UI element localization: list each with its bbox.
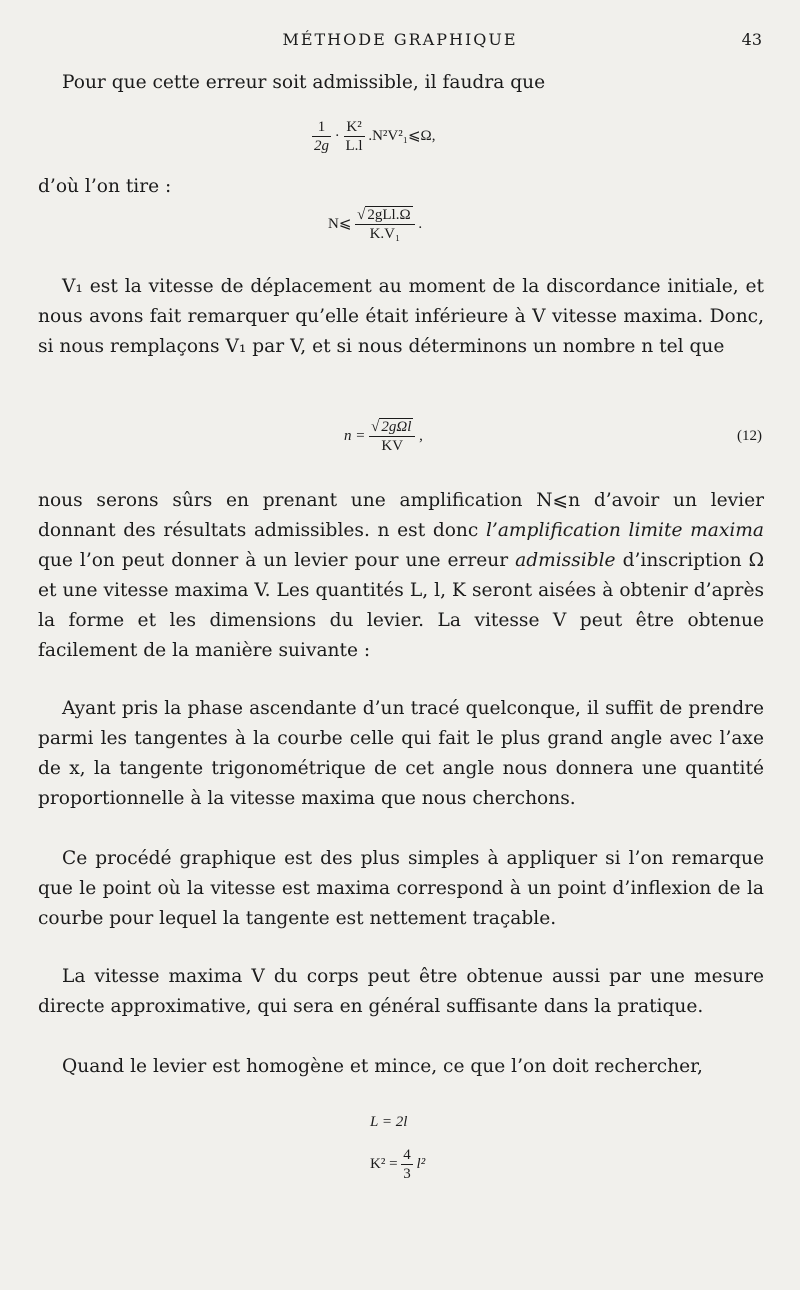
equation-5: K² = $\frac{4}{3}$ l² — [370, 1147, 426, 1182]
eq1-coef-fraction: $\frac{1}{2g}$ — [314, 119, 329, 154]
paragraph-4: nous serons sûrs en prenant une amplification N⩽n d’avoir un levier donnant des résultats admissibles. n est donc l’amplification limite maxima que l’on peut donner à un levier pour une erreur admissible d’inscription Ω et une vitesse maxima V. Les quantités L, l, K seront aisées à obtenir d’après la forme et les dimensions du levier. La vitesse V peut être obtenue facilement de la manière suivante : — [38, 490, 764, 661]
paragraph-2: d’où l’on tire : — [38, 176, 172, 197]
page-number: 43 — [741, 30, 762, 49]
equation-4: L = 2l — [370, 1114, 408, 1130]
running-head — [0, 30, 800, 54]
paragraph-7: La vitesse maxima V du corps peut être obtenue aussi par une mesure directe approximative, qui sera en général suffisante dans la pratique. — [38, 966, 764, 1017]
paragraph-3: V₁ est la vitesse de déplacement au moment de la discordance initiale, et nous avons fait remarquer qu’elle était inférieure à V vitesse maxima. Donc, si nous remplaçons V₁ par V, et si nous déterminons un nombre n tel que — [38, 276, 764, 357]
sqrt-icon: √ 2gΩl — [371, 419, 412, 435]
eq3-lhs: n = — [344, 427, 366, 444]
eq2-fraction: $\frac{\text{√ 2gLl.Ω}}{\text{K.V₁}}$ — [355, 206, 414, 243]
paragraph-5: Ayant pris la phase ascendante d’un tracé quelconque, il suffit de prendre parmi les tangentes à la courbe celle qui fait le plus grand angle avec l’axe de x, la tangente trigonométrique de cet angle nous donnera une quantité proportionnelle à la vitesse maxima que nous cherchons. — [38, 698, 764, 809]
paragraph-8: Quand le levier est homogène et mince, ce que l’on doit rechercher, — [62, 1056, 703, 1077]
running-head-title: MÉTHODE GRAPHIQUE — [282, 30, 518, 49]
eq1-k-fraction: $\frac{\text{K²}}{L.l}$ — [345, 119, 363, 154]
sqrt-icon: √ 2gLl.Ω — [357, 207, 411, 223]
eq1-rest: .N²V²₁⩽Ω, — [368, 127, 436, 144]
eq2-lhs: N⩽ — [328, 215, 352, 232]
eq5-fraction: $\frac{4}{3}$ — [403, 1147, 411, 1182]
equation-1: $\frac{1}{2g}$ · $\frac{\text{K²}}{L.l}$ .N²V²₁⩽Ω, — [314, 119, 436, 154]
equation-number: (12) — [737, 428, 762, 444]
equation-2: N⩽ $\frac{\text{√ 2gLl.Ω}}{\text{K.V₁}}$ . — [328, 207, 423, 242]
paragraph-6: Ce procédé graphique est des plus simples à appliquer si l’on remarque que le point où la vitesse est maxima correspond à un point d’inflexion de la courbe pour lequel la tangente est nettement traçable. — [38, 848, 764, 929]
paragraph-1: Pour que cette erreur soit admissible, il faudra que — [62, 72, 546, 93]
eq3-fraction: $\frac{\text{√ 2gΩl}}{KV}$ — [369, 418, 415, 455]
equation-3: n = $\frac{\text{√ 2gΩl}}{KV}$ , — [344, 419, 423, 454]
